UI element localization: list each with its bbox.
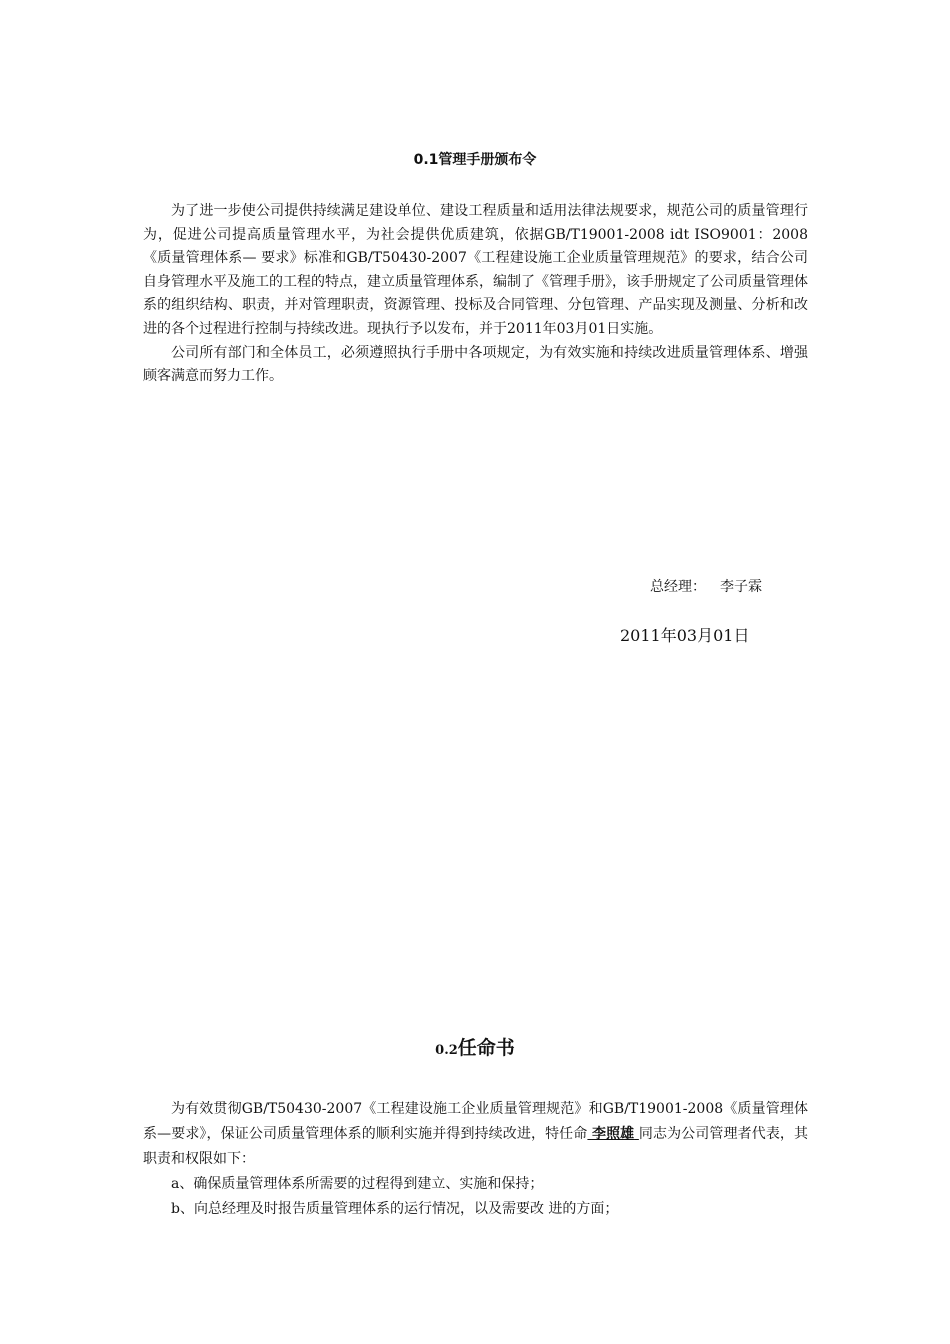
appointment-title-text: 任命书 [457, 1037, 515, 1059]
signer-name: 李子霖 [720, 579, 762, 595]
appointment-body [143, 1097, 808, 1222]
appointment-item-b: b、向总经理及时报告质量管理体系的运行情况，以及需要改 进的方面； [171, 1201, 619, 1217]
appointment-intro-after: 同志为公司管理者代表，其职责和权限如下： [143, 1126, 809, 1167]
decree-body [143, 200, 808, 389]
appointment-intro [143, 1097, 808, 1172]
decree-paragraph-1: 为了进一步使公司提供持续满足建设单位、建设工程质量和适用法律法规要求，规范公司的质量管理行为，促进公司提高质量管理水平，为社会提供优质建筑，依据GB/T19001-2008 idt ISO9001：2008《质量管理体系— 要求》标准和GB/T50430-2007《工程建设施工企业质量管理规范》的要求，结合公司自身管理水平及施工的工程的特点，建立质量管理体系，编制了《管理手册》，该手册规定了公司质量管理体系的组织结构、职责，并对管理职责，资源管理、投标及合同管理、分包管理、产品实现及测量、分析和改进的各个过程进行控制与持续改进。现执行予以发布，并于2011年03月01日实施。 [143, 203, 808, 337]
decree-title: 0.1管理手册颁布令 [413, 152, 537, 168]
appointment-title-number: 0.2 [435, 1043, 458, 1058]
appointee-name: 李照雄 [591, 1126, 635, 1142]
decree-date: 2011年03月01日 [620, 626, 750, 645]
signer-label: 总经理： [650, 579, 706, 595]
appointment-item-a: a、确保质量管理体系所需要的过程得到建立、实施和保持； [171, 1176, 544, 1192]
signature-line [650, 577, 762, 597]
appointment-title [0, 1035, 950, 1064]
appointment-intro-before: 为有效贯彻GB/T50430-2007《工程建设施工企业质量管理规范》和GB/T19001-2008《质量管理体系—要求》，保证公司质量管理体系的顺利实施并得到持续改进，特任命 [143, 1101, 808, 1142]
decree-paragraph-2: 公司所有部门和全体员工，必须遵照执行手册中各项规定，为有效实施和持续改进质量管理体系、增强顾客满意而努力工作。 [143, 344, 808, 385]
